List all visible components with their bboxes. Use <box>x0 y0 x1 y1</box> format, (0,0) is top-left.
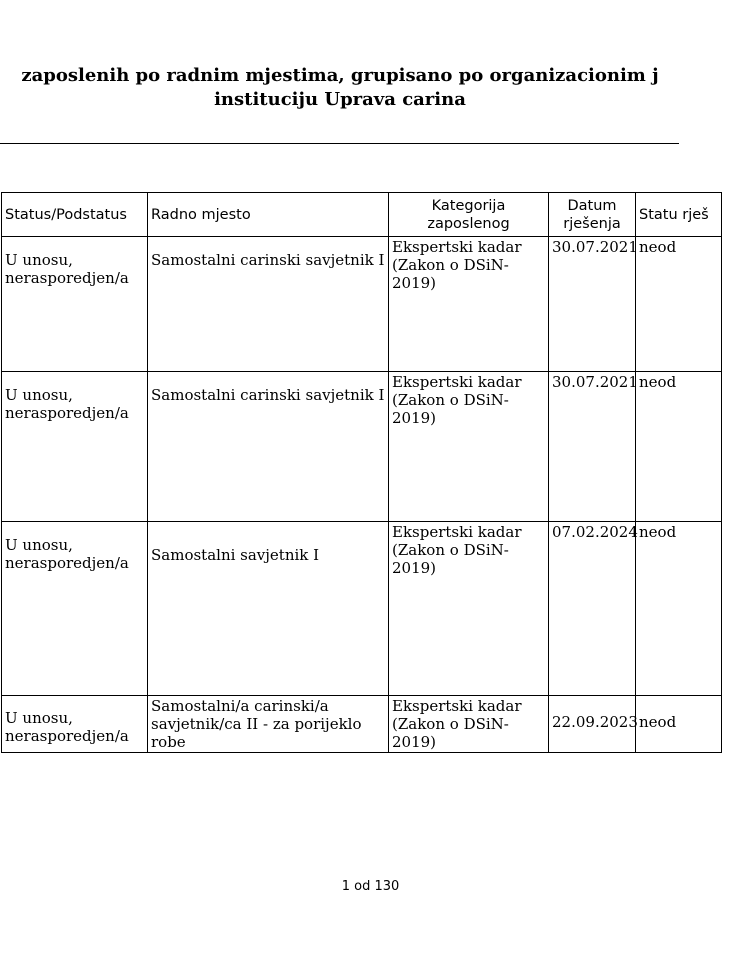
cell-status-rjesenja: neod <box>636 696 722 753</box>
column-header-radno-mjesto: Radno mjesto <box>148 193 389 237</box>
cell-status <box>2 372 148 522</box>
column-header-datum: Datum rješenja <box>549 193 636 237</box>
page-title <box>0 64 740 112</box>
cell-status <box>2 237 148 372</box>
cell-kategorija: Ekspertski kadar (Zakon o DSiN-2019) <box>389 237 549 372</box>
title-line-1: zaposlenih po radnim mjestima, grupisano po organizacionim j <box>21 65 659 86</box>
cell-datum: 30.07.2021 <box>549 372 636 522</box>
cell-datum: 07.02.2024 <box>549 522 636 696</box>
table-row <box>2 372 722 522</box>
cell-radno-mjesto: Samostalni carinski savjetnik I <box>148 372 389 522</box>
table-header-row <box>2 193 722 237</box>
cell-radno-mjesto: Samostalni savjetnik I <box>148 522 389 696</box>
cell-radno-mjesto: Samostalni/a carinski/a savjetnik/ca II - za porijeklo robe <box>148 696 389 753</box>
column-header-kategorija: Kategorija zaposlenog <box>389 193 549 237</box>
cell-datum: 30.07.2021 <box>549 237 636 372</box>
cell-kategorija: Ekspertski kadar (Zakon o DSiN-2019) <box>389 522 549 696</box>
cell-kategorija: Ekspertski kadar (Zakon o DSiN-2019) <box>389 696 549 753</box>
cell-status-rjesenja: neod <box>636 372 722 522</box>
header-divider <box>0 143 679 144</box>
cell-status-rjesenja: neod <box>636 522 722 696</box>
page-number: 1 od 130 <box>341 879 400 894</box>
cell-status-text: U unosu, nerasporedjen/a <box>5 708 129 745</box>
cell-status-rjesenja: neod <box>636 237 722 372</box>
employees-table <box>1 192 722 753</box>
cell-kategorija: Ekspertski kadar (Zakon o DSiN-2019) <box>389 372 549 522</box>
cell-status <box>2 522 148 696</box>
column-header-status: Status/Podstatus <box>2 193 148 237</box>
cell-radno-mjesto: Samostalni carinski savjetnik I <box>148 237 389 372</box>
table-row <box>2 696 722 753</box>
column-header-status-rjesenja: Statu rješ <box>636 193 722 237</box>
cell-status <box>2 696 148 753</box>
cell-status-text: U unosu, nerasporedjen/a <box>5 536 129 572</box>
title-line-2: instituciju Uprava carina <box>214 89 466 110</box>
cell-datum: 22.09.2023 <box>549 696 636 753</box>
table-row <box>2 237 722 372</box>
table-row <box>2 522 722 696</box>
cell-status-text: U unosu, nerasporedjen/a <box>5 386 129 422</box>
cell-status-text: U unosu, nerasporedjen/a <box>5 251 129 287</box>
